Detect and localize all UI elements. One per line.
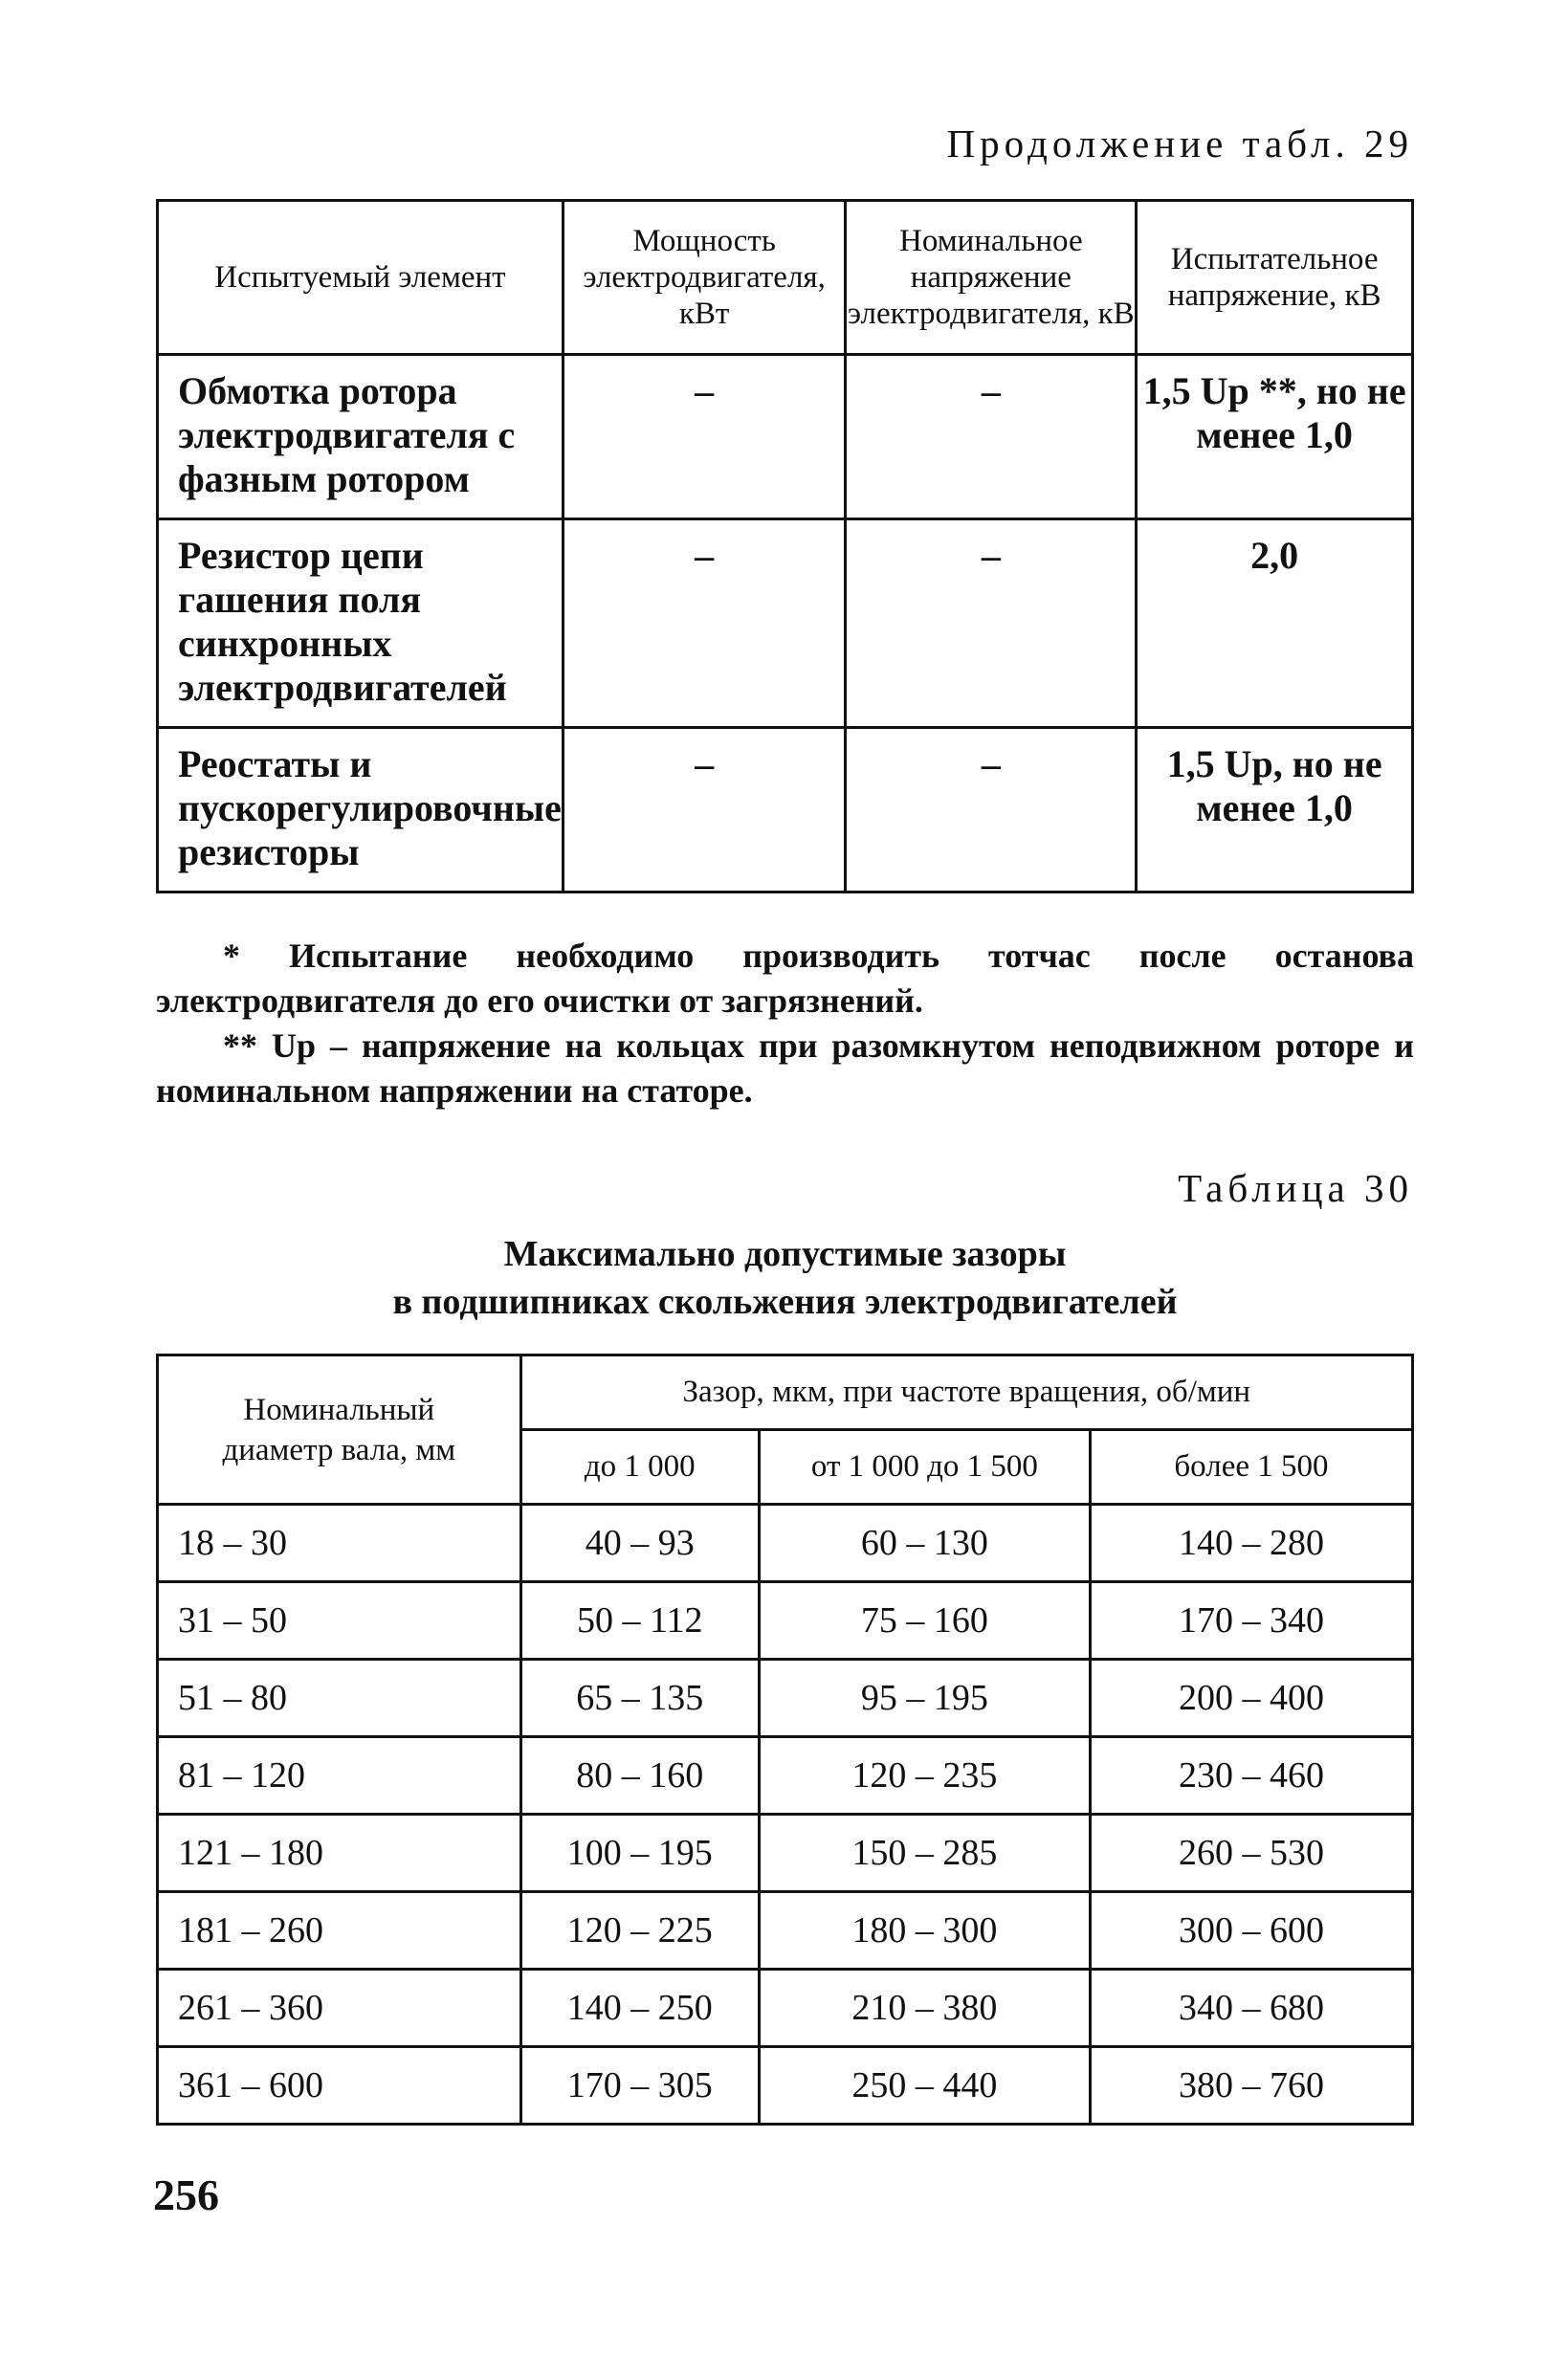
- table-row: [158, 1892, 1413, 1970]
- table-row: [158, 1660, 1413, 1737]
- test-voltage-cell: 1,5 Uр **, но не менее 1,0: [1137, 355, 1413, 519]
- diameter-cell: 121 – 180: [158, 1815, 521, 1892]
- power-cell: –: [563, 355, 846, 519]
- power-cell: –: [563, 519, 846, 728]
- table-row: [158, 728, 1413, 892]
- gap-cell: 140 – 250: [520, 1970, 759, 2047]
- subheader-up-to-1000: до 1 000: [520, 1430, 759, 1505]
- gap-cell: 120 – 225: [520, 1892, 759, 1970]
- footnotes: [156, 934, 1414, 1113]
- diameter-cell: 51 – 80: [158, 1660, 521, 1737]
- test-voltage-cell: 2,0: [1137, 519, 1413, 728]
- gap-cell: 380 – 760: [1090, 2047, 1412, 2125]
- subheader-above-1500: более 1 500: [1090, 1430, 1412, 1505]
- diameter-cell: 181 – 260: [158, 1892, 521, 1970]
- gap-cell: 170 – 305: [520, 2047, 759, 2125]
- table-row: [158, 1505, 1413, 1582]
- diameter-cell: 81 – 120: [158, 1737, 521, 1815]
- diameter-cell: 261 – 360: [158, 1970, 521, 2047]
- header-shaft-diameter: Номинальный диаметр вала, мм: [158, 1355, 521, 1505]
- table-30-caption: Таблица 30: [1178, 1166, 1413, 1210]
- voltage-cell: –: [846, 519, 1137, 728]
- diameter-cell: 361 – 600: [158, 2047, 521, 2125]
- table-row: [158, 1970, 1413, 2047]
- page-number: 256: [153, 2171, 219, 2219]
- table-30-header-row: [158, 1355, 1413, 1430]
- element-cell: Обмотка ротора электродвигателя с фазным ротором: [158, 355, 564, 519]
- element-cell: Реостаты и пускорегулировочные резисторы: [158, 728, 564, 892]
- diameter-cell: 31 – 50: [158, 1582, 521, 1660]
- gap-cell: 200 – 400: [1090, 1660, 1412, 1737]
- power-cell: –: [563, 728, 846, 892]
- footnote-1: * Испытание необходимо производить тотчас после останова электродвигателя до его очистки от загрязнений.: [156, 937, 1414, 1020]
- continuation-caption: Продолжение табл. 29: [946, 121, 1413, 165]
- gap-cell: 80 – 160: [520, 1737, 759, 1815]
- gap-cell: 150 – 285: [759, 1815, 1090, 1892]
- header-rated-voltage: Номинальное напряжение электродвигателя, кВ: [846, 201, 1137, 355]
- header-element: Испытуемый элемент: [158, 201, 564, 355]
- gap-cell: 170 – 340: [1090, 1582, 1412, 1660]
- table-row: [158, 1815, 1413, 1892]
- diameter-cell: 18 – 30: [158, 1505, 521, 1582]
- gap-cell: 140 – 280: [1090, 1505, 1412, 1582]
- gap-cell: 180 – 300: [759, 1892, 1090, 1970]
- gap-cell: 40 – 93: [520, 1505, 759, 1582]
- table-row: [158, 1737, 1413, 1815]
- table-row: [158, 2047, 1413, 2125]
- table-29-header-row: [158, 201, 1413, 355]
- gap-cell: 210 – 380: [759, 1970, 1090, 2047]
- gap-cell: 300 – 600: [1090, 1892, 1412, 1970]
- gap-cell: 65 – 135: [520, 1660, 759, 1737]
- gap-cell: 260 – 530: [1090, 1815, 1412, 1892]
- gap-cell: 120 – 235: [759, 1737, 1090, 1815]
- header-power: Мощность электродвигателя, кВт: [563, 201, 846, 355]
- gap-cell: 95 – 195: [759, 1660, 1090, 1737]
- gap-cell: 60 – 130: [759, 1505, 1090, 1582]
- gap-cell: 250 – 440: [759, 2047, 1090, 2125]
- voltage-cell: –: [846, 728, 1137, 892]
- footnote-2: ** Uр – напряжение на кольцах при разомкнутом неподвижном роторе и номинальном напряжении на статоре.: [156, 1026, 1414, 1110]
- gap-cell: 75 – 160: [759, 1582, 1090, 1660]
- table-row: [158, 355, 1413, 519]
- header-test-voltage: Испытательное напряжение, кВ: [1137, 201, 1413, 355]
- table-30-title-line-2: в подшипниках скольжения электродвигателей: [392, 1282, 1178, 1322]
- element-cell: Резистор цепи гашения поля синхронных электродвигателей: [158, 519, 564, 728]
- table-29-continuation: [156, 199, 1414, 893]
- table-row: [158, 519, 1413, 728]
- test-voltage-cell: 1,5 Uр, но не менее 1,0: [1137, 728, 1413, 892]
- table-30: [156, 1354, 1414, 2126]
- gap-cell: 50 – 112: [520, 1582, 759, 1660]
- gap-cell: 100 – 195: [520, 1815, 759, 1892]
- table-30-title-line-1: Максимально допустимые зазоры: [503, 1234, 1067, 1274]
- table-30-title: [156, 1230, 1414, 1326]
- table-row: [158, 1582, 1413, 1660]
- voltage-cell: –: [846, 355, 1137, 519]
- header-gap: Зазор, мкм, при частоте вращения, об/мин: [520, 1355, 1412, 1430]
- gap-cell: 230 – 460: [1090, 1737, 1412, 1815]
- subheader-1000-to-1500: от 1 000 до 1 500: [759, 1430, 1090, 1505]
- gap-cell: 340 – 680: [1090, 1970, 1412, 2047]
